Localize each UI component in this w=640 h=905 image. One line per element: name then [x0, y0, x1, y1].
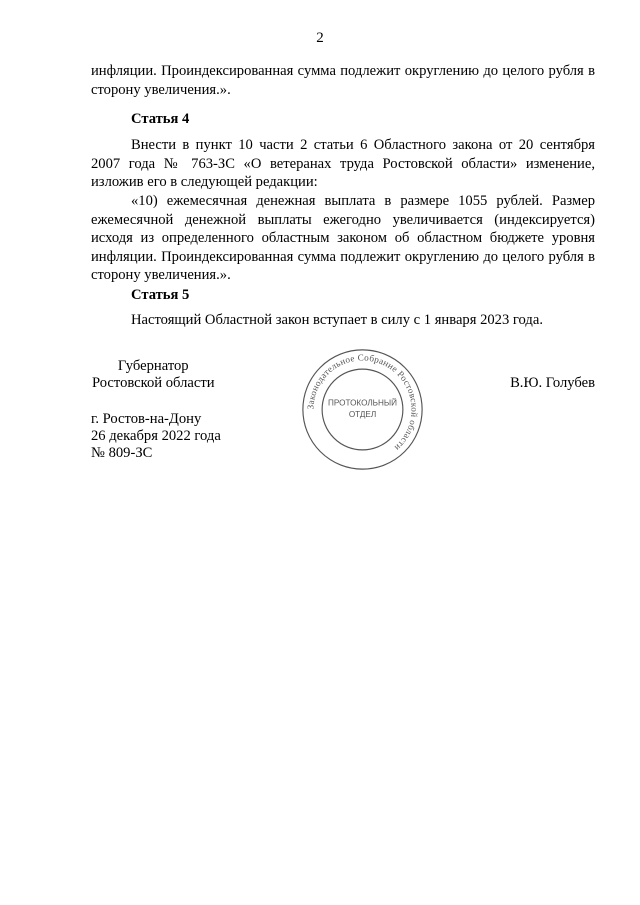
svg-text:Законодательное Собрание Росто: Законодательное Собрание Ростовской области: [305, 352, 420, 454]
article-4-paragraph-1: Внести в пункт 10 части 2 статьи 6 Областного закона от 20 сентября 2007 года № 763-ЗС «О ветеранах труда Ростовской области» изменение, изложив его в следующей редакции:: [91, 137, 595, 191]
official-seal-stamp: [300, 347, 425, 472]
document-date: 26 декабря 2022 года: [91, 428, 221, 444]
continuation-paragraph: инфляции. Проиндексированная сумма подлежит округлению до целого рубля в сторону увеличения.».: [91, 63, 595, 98]
seal-center-line-1: ПРОТОКОЛЬНЫЙ: [327, 398, 398, 408]
document-city: г. Ростов-на-Дону: [91, 411, 202, 427]
document-meta: [91, 411, 221, 462]
article-4-paragraph-2: «10) ежемесячная денежная выплата в размере 1055 рублей. Размер ежемесячной денежной выплаты ежегодно увеличивается (индексируется) исходя из определенного областным законом об областном бюджете уровня инфляции. Проиндексированная сумма подлежит округлению до целого рубля в сторону увеличения.».: [91, 193, 595, 284]
article-5-heading: Статья 5: [131, 287, 190, 303]
seal-center-line-2: ОТДЕЛ: [348, 410, 377, 420]
article-5-paragraph-1: Настоящий Областной закон вступает в силу с 1 января 2023 года.: [131, 312, 543, 328]
signatory-title-line-2: Ростовской области: [92, 375, 215, 391]
article-4-heading: Статья 4: [131, 111, 190, 127]
document-number: № 809-ЗС: [91, 445, 153, 461]
signatory-title-line-1: Губернатор: [117, 358, 189, 374]
signatory-name: В.Ю. Голубев: [510, 375, 595, 391]
signatory-title: [92, 358, 215, 392]
page-number: 2: [316, 30, 324, 46]
